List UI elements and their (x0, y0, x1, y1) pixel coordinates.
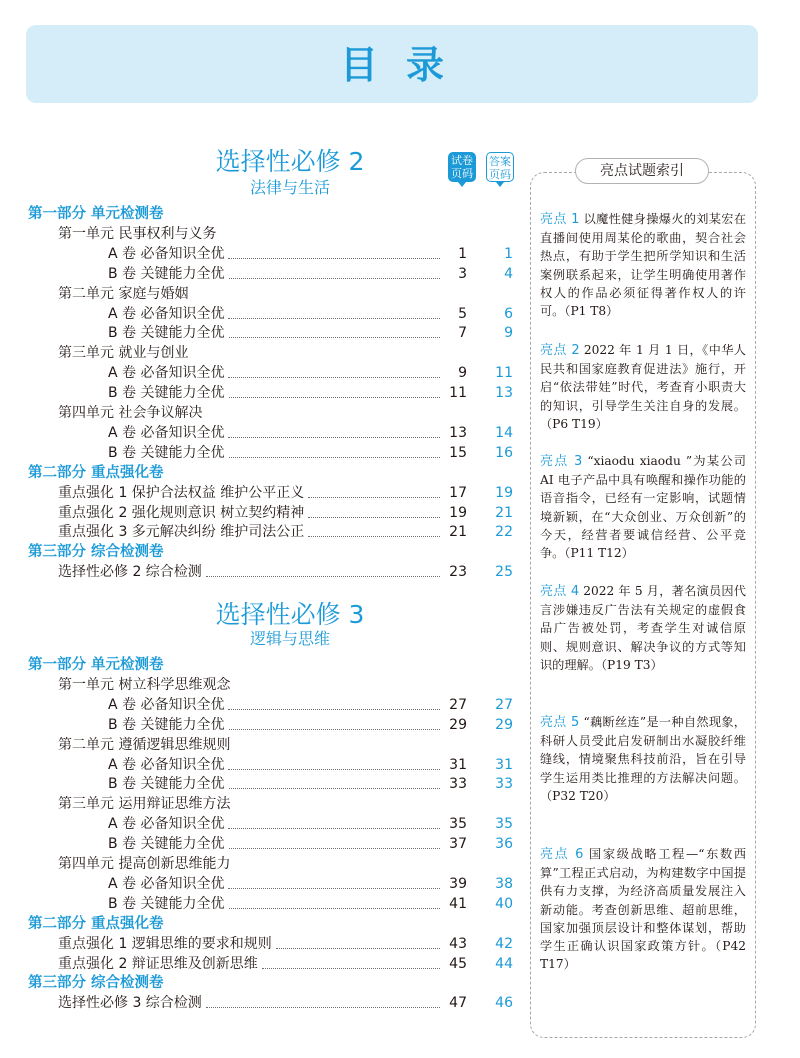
exam-page-number: 1 (458, 245, 467, 262)
dotted-leader (308, 536, 440, 537)
answer-page-number: 31 (495, 756, 513, 773)
toc-entry-label: B 卷 关键能力全优 (108, 265, 225, 282)
exam-page-number: 35 (449, 816, 467, 833)
toc-unit-label: 第一单元 民事权利与义务 (58, 225, 217, 242)
toc-entry-label: 选择性必修 2 综合检测 (58, 564, 202, 581)
dotted-leader (229, 848, 440, 849)
toc-entry-label: A 卷 必备知识全优 (108, 305, 225, 322)
answer-page-number: 46 (495, 995, 513, 1012)
toc-part-label: 第一部分 单元检测卷 (28, 657, 164, 673)
answer-page-number: 25 (495, 564, 513, 581)
highlight-tag: 亮点 5 (540, 715, 580, 730)
dotted-leader (228, 888, 440, 889)
toc-entry-label: 重点强化 3 多元解决纠纷 维护司法公正 (58, 524, 305, 541)
highlight-item (540, 341, 746, 433)
title-banner (26, 25, 758, 103)
dotted-leader (229, 397, 440, 398)
answer-page-number: 36 (495, 836, 513, 853)
answer-page-number: 29 (495, 716, 513, 733)
toc-unit-label: 第二单元 家庭与婚姻 (58, 285, 189, 302)
exam-page-number: 31 (449, 756, 467, 773)
dotted-leader (229, 729, 440, 730)
highlight-item (540, 210, 746, 320)
answer-page-number: 14 (495, 424, 513, 441)
answer-page-number: 35 (495, 816, 513, 833)
toc-entry-label: B 卷 关键能力全优 (108, 836, 225, 853)
highlights-title: 亮点试题索引 (575, 158, 709, 184)
highlight-tag: 亮点 4 (540, 584, 580, 599)
toc-entry-label: 重点强化 1 保护合法权益 维护公平正义 (58, 484, 305, 501)
highlight-tag: 亮点 3 (540, 454, 583, 469)
dotted-leader (229, 457, 440, 458)
exam-page-number: 47 (449, 995, 467, 1012)
dotted-leader (228, 318, 440, 319)
toc-entry-label: B 卷 关键能力全优 (108, 444, 225, 461)
highlight-tag: 亮点 6 (540, 847, 584, 862)
toc-entry-label: A 卷 必备知识全优 (108, 696, 225, 713)
dotted-leader (206, 576, 440, 577)
exam-page-number: 33 (449, 776, 467, 793)
toc-entry-label: B 卷 关键能力全优 (108, 776, 225, 793)
answer-page-number: 40 (495, 895, 513, 912)
dotted-leader (308, 497, 440, 498)
highlight-text: 国家级战略工程—“东数西算”工程正式启动，为构建数字中国提供有力支撑，为经济高质量发展注入新动能。考查创新思维、超前思维，国家加强顶层设计和整体谋划，帮助学生正确认识国家政策方针。（P42 T17） (540, 847, 747, 972)
answer-page-number: 13 (495, 385, 513, 402)
answer-page-label-text: 答案 页码 (489, 155, 511, 181)
toc-part-label: 第二部分 重点强化卷 (28, 464, 164, 481)
toc-entry-label: A 卷 必备知识全优 (108, 756, 225, 773)
answer-page-number: 38 (495, 875, 513, 892)
highlight-tag: 亮点 2 (540, 343, 580, 358)
toc-entry-label: A 卷 必备知识全优 (108, 245, 225, 262)
dotted-leader (262, 968, 440, 969)
exam-page-number: 5 (458, 305, 467, 322)
page-title: 目录 (339, 43, 472, 87)
answer-page-column-label (486, 152, 514, 182)
dotted-leader (228, 828, 440, 829)
exam-page-number: 39 (449, 875, 467, 892)
volume-2-subtitle: 逻辑与思维 (249, 629, 330, 648)
volume-1-subtitle: 法律与生活 (249, 178, 330, 197)
toc-unit-label: 第四单元 社会争议解决 (58, 405, 203, 421)
exam-page-number: 13 (449, 424, 467, 441)
answer-page-number: 19 (495, 484, 513, 501)
exam-page-number: 45 (449, 955, 467, 972)
answer-page-number: 11 (495, 365, 513, 382)
toc-part-label: 第三部分 综合检测卷 (28, 975, 164, 992)
highlight-tag: 亮点 1 (540, 212, 580, 227)
volume-1-title: 选择性必修 2 (215, 147, 365, 176)
answer-page-number: 44 (495, 955, 513, 972)
dotted-leader (229, 908, 440, 909)
toc-unit-label: 第一单元 树立科学思维观念 (58, 676, 231, 693)
toc-entry-label: 重点强化 2 辩证思维及创新思维 (58, 955, 258, 972)
answer-page-number: 6 (504, 305, 513, 322)
highlight-item (540, 713, 746, 805)
answer-page-number: 33 (495, 776, 513, 793)
toc-unit-label: 第四单元 提高创新思维能力 (58, 856, 231, 872)
dotted-leader (229, 278, 440, 279)
exam-page-label-text: 试卷 页码 (451, 154, 473, 180)
answer-page-number: 22 (495, 524, 513, 541)
toc-unit-label: 第三单元 运用辩证思维方法 (58, 796, 231, 813)
exam-page-number: 23 (449, 564, 467, 581)
dotted-leader (229, 337, 440, 338)
toc-entry-label: 选择性必修 3 综合检测 (58, 995, 202, 1012)
toc-part-label: 第一部分 单元检测卷 (28, 206, 164, 222)
toc-entry-label: 重点强化 2 强化规则意识 树立契约精神 (58, 504, 305, 521)
answer-page-number: 16 (495, 444, 513, 461)
answer-page-number: 21 (495, 504, 513, 521)
highlight-item (540, 845, 746, 973)
toc-entry-label: 重点强化 1 逻辑思维的要求和规则 (58, 935, 272, 952)
toc-entry-label: B 卷 关键能力全优 (108, 385, 225, 402)
dotted-leader (308, 517, 440, 518)
toc-entry-label: A 卷 必备知识全优 (108, 365, 225, 382)
answer-page-number: 4 (504, 265, 513, 282)
exam-page-number: 3 (458, 265, 467, 282)
exam-page-number: 41 (449, 895, 467, 912)
dotted-leader (229, 788, 440, 789)
exam-page-column-label (448, 152, 476, 182)
toc-unit-label: 第三单元 就业与创业 (58, 345, 189, 362)
exam-page-number: 19 (449, 504, 467, 521)
highlight-text: 2022 年 1 月 1 日，《中华人民共和国家庭教育促进法》施行，开启“依法带娃”时代，考查育小职责大的知识，引导学生关注自身的发展。（P6 T19） (540, 343, 746, 431)
highlight-item (540, 452, 746, 562)
toc-part-label: 第三部分 综合检测卷 (28, 544, 164, 561)
exam-page-number: 27 (449, 696, 467, 713)
exam-page-number: 9 (458, 365, 467, 382)
toc-entry-label: B 卷 关键能力全优 (108, 716, 225, 733)
highlight-item (540, 582, 746, 674)
toc-part-label: 第二部分 重点强化卷 (28, 915, 164, 932)
exam-page-number: 11 (449, 385, 467, 402)
exam-page-number: 7 (458, 325, 467, 342)
toc-entry-label: A 卷 必备知识全优 (108, 816, 225, 833)
answer-page-number: 27 (495, 696, 513, 713)
toc-entry-label: B 卷 关键能力全优 (108, 325, 225, 342)
exam-page-number: 29 (449, 716, 467, 733)
dotted-leader (228, 377, 440, 378)
answer-label-pointer (496, 182, 504, 187)
exam-page-number: 21 (449, 524, 467, 541)
exam-page-number: 17 (449, 484, 467, 501)
toc-unit-label: 第二单元 遵循逻辑思维规则 (58, 736, 231, 753)
exam-page-number: 15 (449, 444, 467, 461)
dotted-leader (228, 709, 440, 710)
dotted-leader (206, 1007, 440, 1008)
highlight-text: “xiaodu xiaodu ”为某公司 AI 电子产品中具有唤醒和操作功能的语音指令，已经有一定影响，试题情境新颖，在“大众创业、万众创新”的今天，经营者要诚信经营、公平竞争。（P11 T12） (540, 454, 746, 561)
highlight-text: 以魔性健身操爆火的刘某宏在直播间使用周某伦的歌曲，契合社会热点，有助于学生把所学知识和生活案例联系起来，让学生明确使用著作权人的作品必须征得著作权人的许可。（P1 T8） (540, 212, 747, 319)
toc-entry-label: A 卷 必备知识全优 (108, 875, 225, 892)
dotted-leader (276, 948, 440, 949)
answer-page-number: 42 (495, 935, 513, 952)
toc-entry-label: A 卷 必备知识全优 (108, 424, 225, 441)
exam-page-number: 37 (449, 836, 467, 853)
dotted-leader (228, 769, 440, 770)
answer-page-number: 1 (504, 245, 513, 262)
exam-page-number: 43 (449, 935, 467, 952)
highlight-text: “藕断丝连”是一种自然现象，科研人员受此启发研制出水凝胶纤维缝线，情境聚焦科技前沿，旨在引导学生运用类比推理的方法解决问题。（P32 T20） (540, 715, 746, 803)
volume-2-title: 选择性必修 3 (215, 600, 365, 629)
toc-entry-label: B 卷 关键能力全优 (108, 895, 225, 912)
highlight-text: 2022 年 5 月，著名演员因代言涉嫌违反广告法有关规定的虚假食品广告被处罚，考查学生对诚信原则、规则意识、解决争议的方式等知识的理解。（P19 T3） (540, 584, 746, 672)
dotted-leader (228, 258, 440, 259)
exam-label-pointer (458, 182, 466, 187)
dotted-leader (228, 437, 440, 438)
answer-page-number: 9 (504, 325, 513, 342)
